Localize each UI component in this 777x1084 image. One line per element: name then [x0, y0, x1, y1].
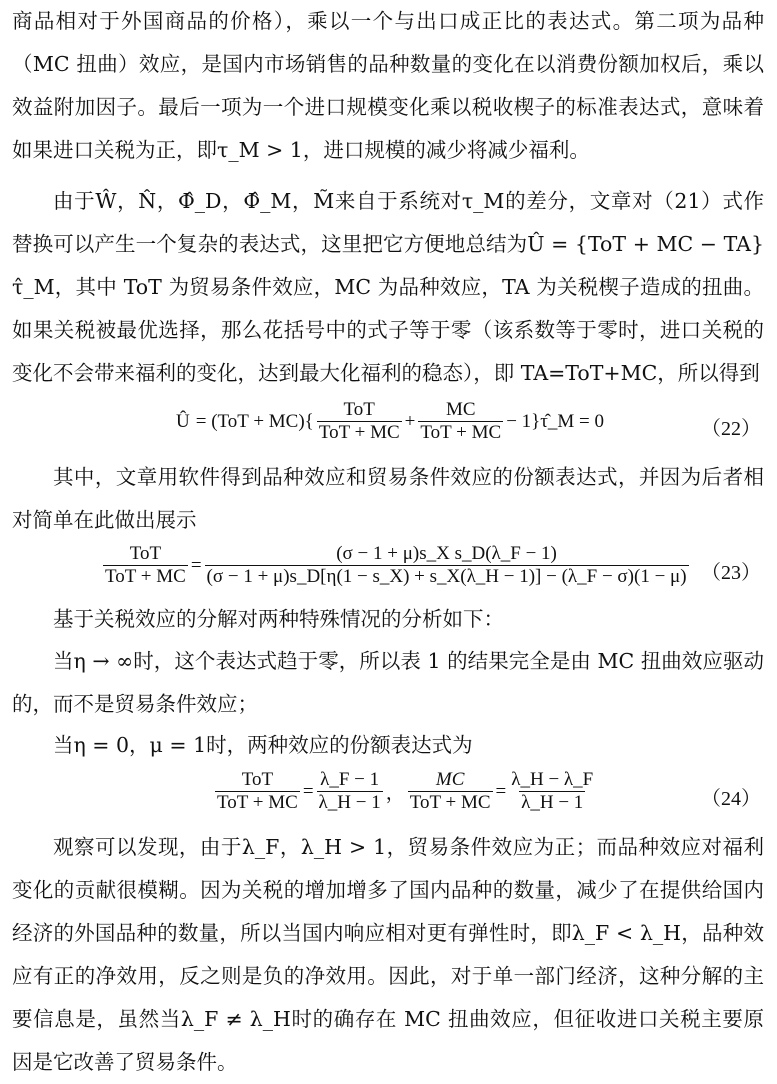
body-text: 商品相对于外国商品的价格），乘以一个与出口成正比的表达式。第二项为品种（MC 扭曲）效应，是国内市场销售的品种数量的变化在以消费份额加权后，乘以效益附加因子。最后一项为一个进口规模变化乘以税收楔子的标准表达式，意味着如果进口关税为正，即τ_M > 1，进口规模的减少将减少福利。 [12, 9, 764, 162]
eq24-equals-2: = [495, 780, 507, 802]
eq23-lhs-fraction: $\frac{\text{ToT}}{\text{ToT + MC}}$ [105, 543, 186, 587]
body-text: 当η → ∞时，这个表达式趋于零，所以表 1 的结果完全是由 MC 扭曲效应驱动的，而不是贸易条件效应； [12, 649, 764, 716]
eq24-fraction-tot: $\frac{\text{ToT}}{\text{ToT + MC}}$ [217, 769, 298, 813]
eq24-separator: ， [385, 783, 405, 804]
paragraph-continuation [12, 0, 764, 172]
paragraph-case-eta-infinite [12, 640, 764, 726]
body-text: 由于Ŵ，N̂，Φ̂_D，Φ̂_M，M̃来自于系统对τ_M的差分，文章对（21）式作替换可以产生一个复杂的表达式，这里把它方便地总结为Û = {ToT + MC − TA}τ̂_M，其中 ToT 为贸易条件效应，MC 为品种效应，TA 为关税楔子造成的扭曲。如果关税被最优选择，那么花括号中的式子等于零（该系数等于零时，进口关税的变化不会带来福利的变化，达到最大化福利的稳态），即 TA=ToT+MC，所以得到 [12, 189, 764, 385]
body-text: 基于关税效应的分解对两种特殊情况的分析如下： [53, 607, 504, 631]
equation-number-22: （22） [701, 418, 761, 440]
equation-number-24: （24） [701, 788, 761, 810]
equation-24-formula [212, 770, 598, 813]
equation-22-formula [176, 400, 604, 443]
paragraph-observation [12, 826, 764, 1084]
equation-24 [0, 768, 777, 822]
eq22-lhs: Û [176, 410, 190, 432]
eq22-fraction-mc: $\frac{MC}{\text{ToT + MC}}$ [420, 399, 502, 443]
paragraph-share-expressions [12, 456, 764, 542]
eq22-fraction-tot: $\frac{\text{ToT}}{\text{ToT + MC}}$ [318, 399, 400, 443]
equation-23 [0, 542, 777, 596]
paragraph-case-eta-zero [12, 724, 764, 767]
eq24-equals-1: = [302, 780, 314, 802]
eq24-fraction-mc: $\frac{MC}{\text{ToT + MC}}$ [409, 769, 491, 813]
equation-23-formula [100, 544, 692, 587]
eq24-fraction-lambda-1: $\frac{\lambda\_F - 1}{\lambda\_H - 1}$ [318, 769, 381, 813]
equation-22 [0, 398, 777, 452]
equation-number-23: （23） [701, 562, 761, 584]
body-text: 观察可以发现，由于λ_F，λ_H > 1，贸易条件效应为正；而品种效应对福利变化的贡献很模糊。因为关税的增加增多了国内品种的数量，减少了在提供给国内经济的外国品种的数量，所以当国内响应相对更有弹性时，即λ_F < λ_H，品种效应有正的净效用，反之则是负的净效用。因此，对于单一部门经济，这种分解的主要信息是，虽然当λ_F ≠ λ_H时的确存在 MC 扭曲效应，但征收进口关税主要原因是它改善了贸易条件。 [12, 835, 764, 1074]
eq23-equals: = [190, 554, 202, 576]
eq24-fraction-lambda-2: $\frac{\lambda\_H - \lambda\_F}{\lambda\_H - 1}$ [511, 769, 594, 813]
paragraph-special-cases-intro [12, 598, 764, 641]
body-text: 当η = 0，μ = 1时，两种效应的份额表达式为 [53, 733, 473, 757]
eq23-rhs-fraction: $\frac{\text{(σ − 1 + μ)s\_X s\_D(λ\_F − 1)}}{(\sigma - 1 + \mu)s\_D[\eta(1 - s\_X) + s\_X(\lambda\_H - 1)] - (\lambda\_F - \sigma)(1 - \mu)}$ [206, 543, 687, 587]
body-text: 其中，文章用软件得到品种效应和贸易条件效应的份额表达式，并因为后者相对简单在此做出展示 [12, 465, 764, 532]
eq22-mid: = (ToT + MC){ [195, 410, 314, 432]
paragraph-welfare-decomposition [12, 180, 764, 395]
eq22-plus: + [404, 410, 416, 432]
eq22-tail: − 1}τ̂_M = 0 [506, 410, 605, 432]
